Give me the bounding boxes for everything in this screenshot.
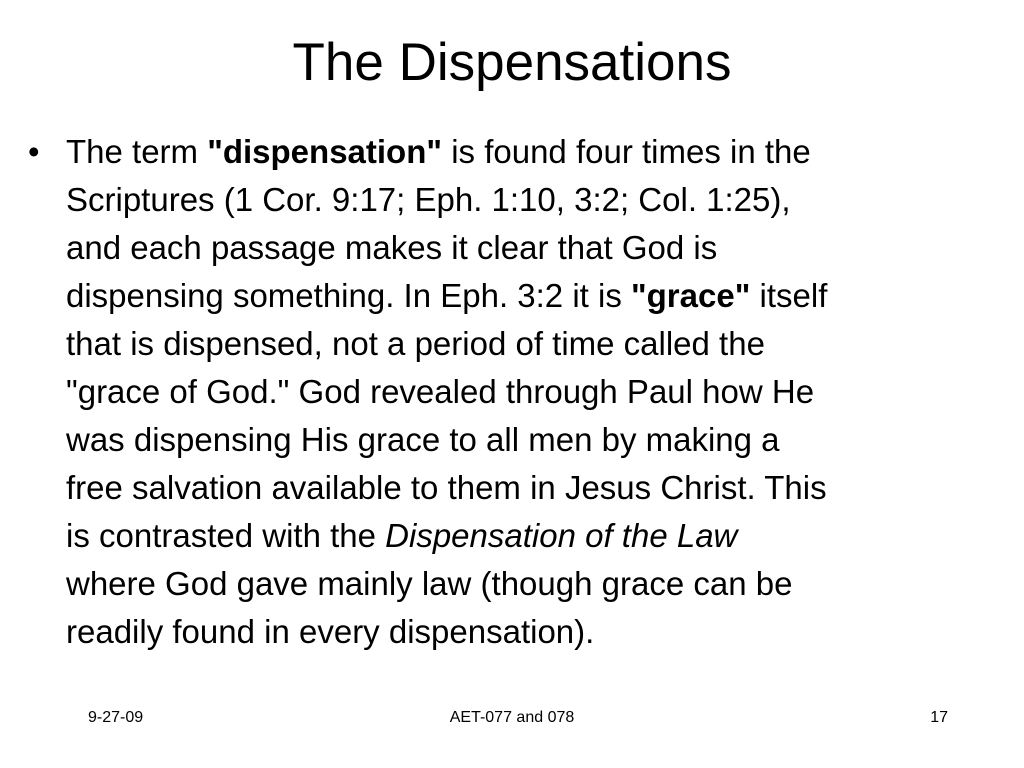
footer-course-label: AET-077 and 078 [449,709,575,726]
text-line [66,272,1024,320]
text-line [66,560,1024,608]
footer-date: 9-27-09 [88,709,144,726]
text-run: itself [750,277,828,314]
text-line [66,320,1024,368]
text-line [66,608,1024,656]
bold-term-grace: "grace" [631,277,751,314]
text-run: Scriptures (1 Cor. 9:17; Eph. 1:10, 3:2; Col. 1:25), [66,181,791,218]
text-line [66,464,1024,512]
text-run: where God gave mainly law (though grace can be [66,565,793,602]
text-run: is found four times in the [442,133,811,170]
text-run: is contrasted with the [66,517,386,554]
text-line [66,176,1024,224]
text-run: readily found in every dispensation). [66,613,595,650]
text-run: that is dispensed, not a period of time called the [66,325,765,362]
text-line [66,224,1024,272]
bullet-paragraph [66,128,1024,656]
slide-title: The Dispensations [292,33,732,92]
italic-term-dispensation-of-the-law: Dispensation of the Law [385,517,738,554]
text-run: was dispensing His grace to all men by making a [66,421,780,458]
footer-page-number: 17 [930,709,948,726]
text-run: free salvation available to them in Jesus Christ. This [66,469,827,506]
text-run: and each passage makes it clear that God is [66,229,718,266]
text-run: The term [66,133,208,170]
text-line [66,416,1024,464]
text-line [66,368,1024,416]
text-line [66,512,1024,560]
text-run: dispensing something. In Eph. 3:2 it is [66,277,631,314]
bullet-icon: • [28,133,40,170]
bold-term-dispensation: "dispensation" [207,133,443,170]
text-line [66,128,1024,176]
text-run: "grace of God." God revealed through Paul how He [66,373,815,410]
